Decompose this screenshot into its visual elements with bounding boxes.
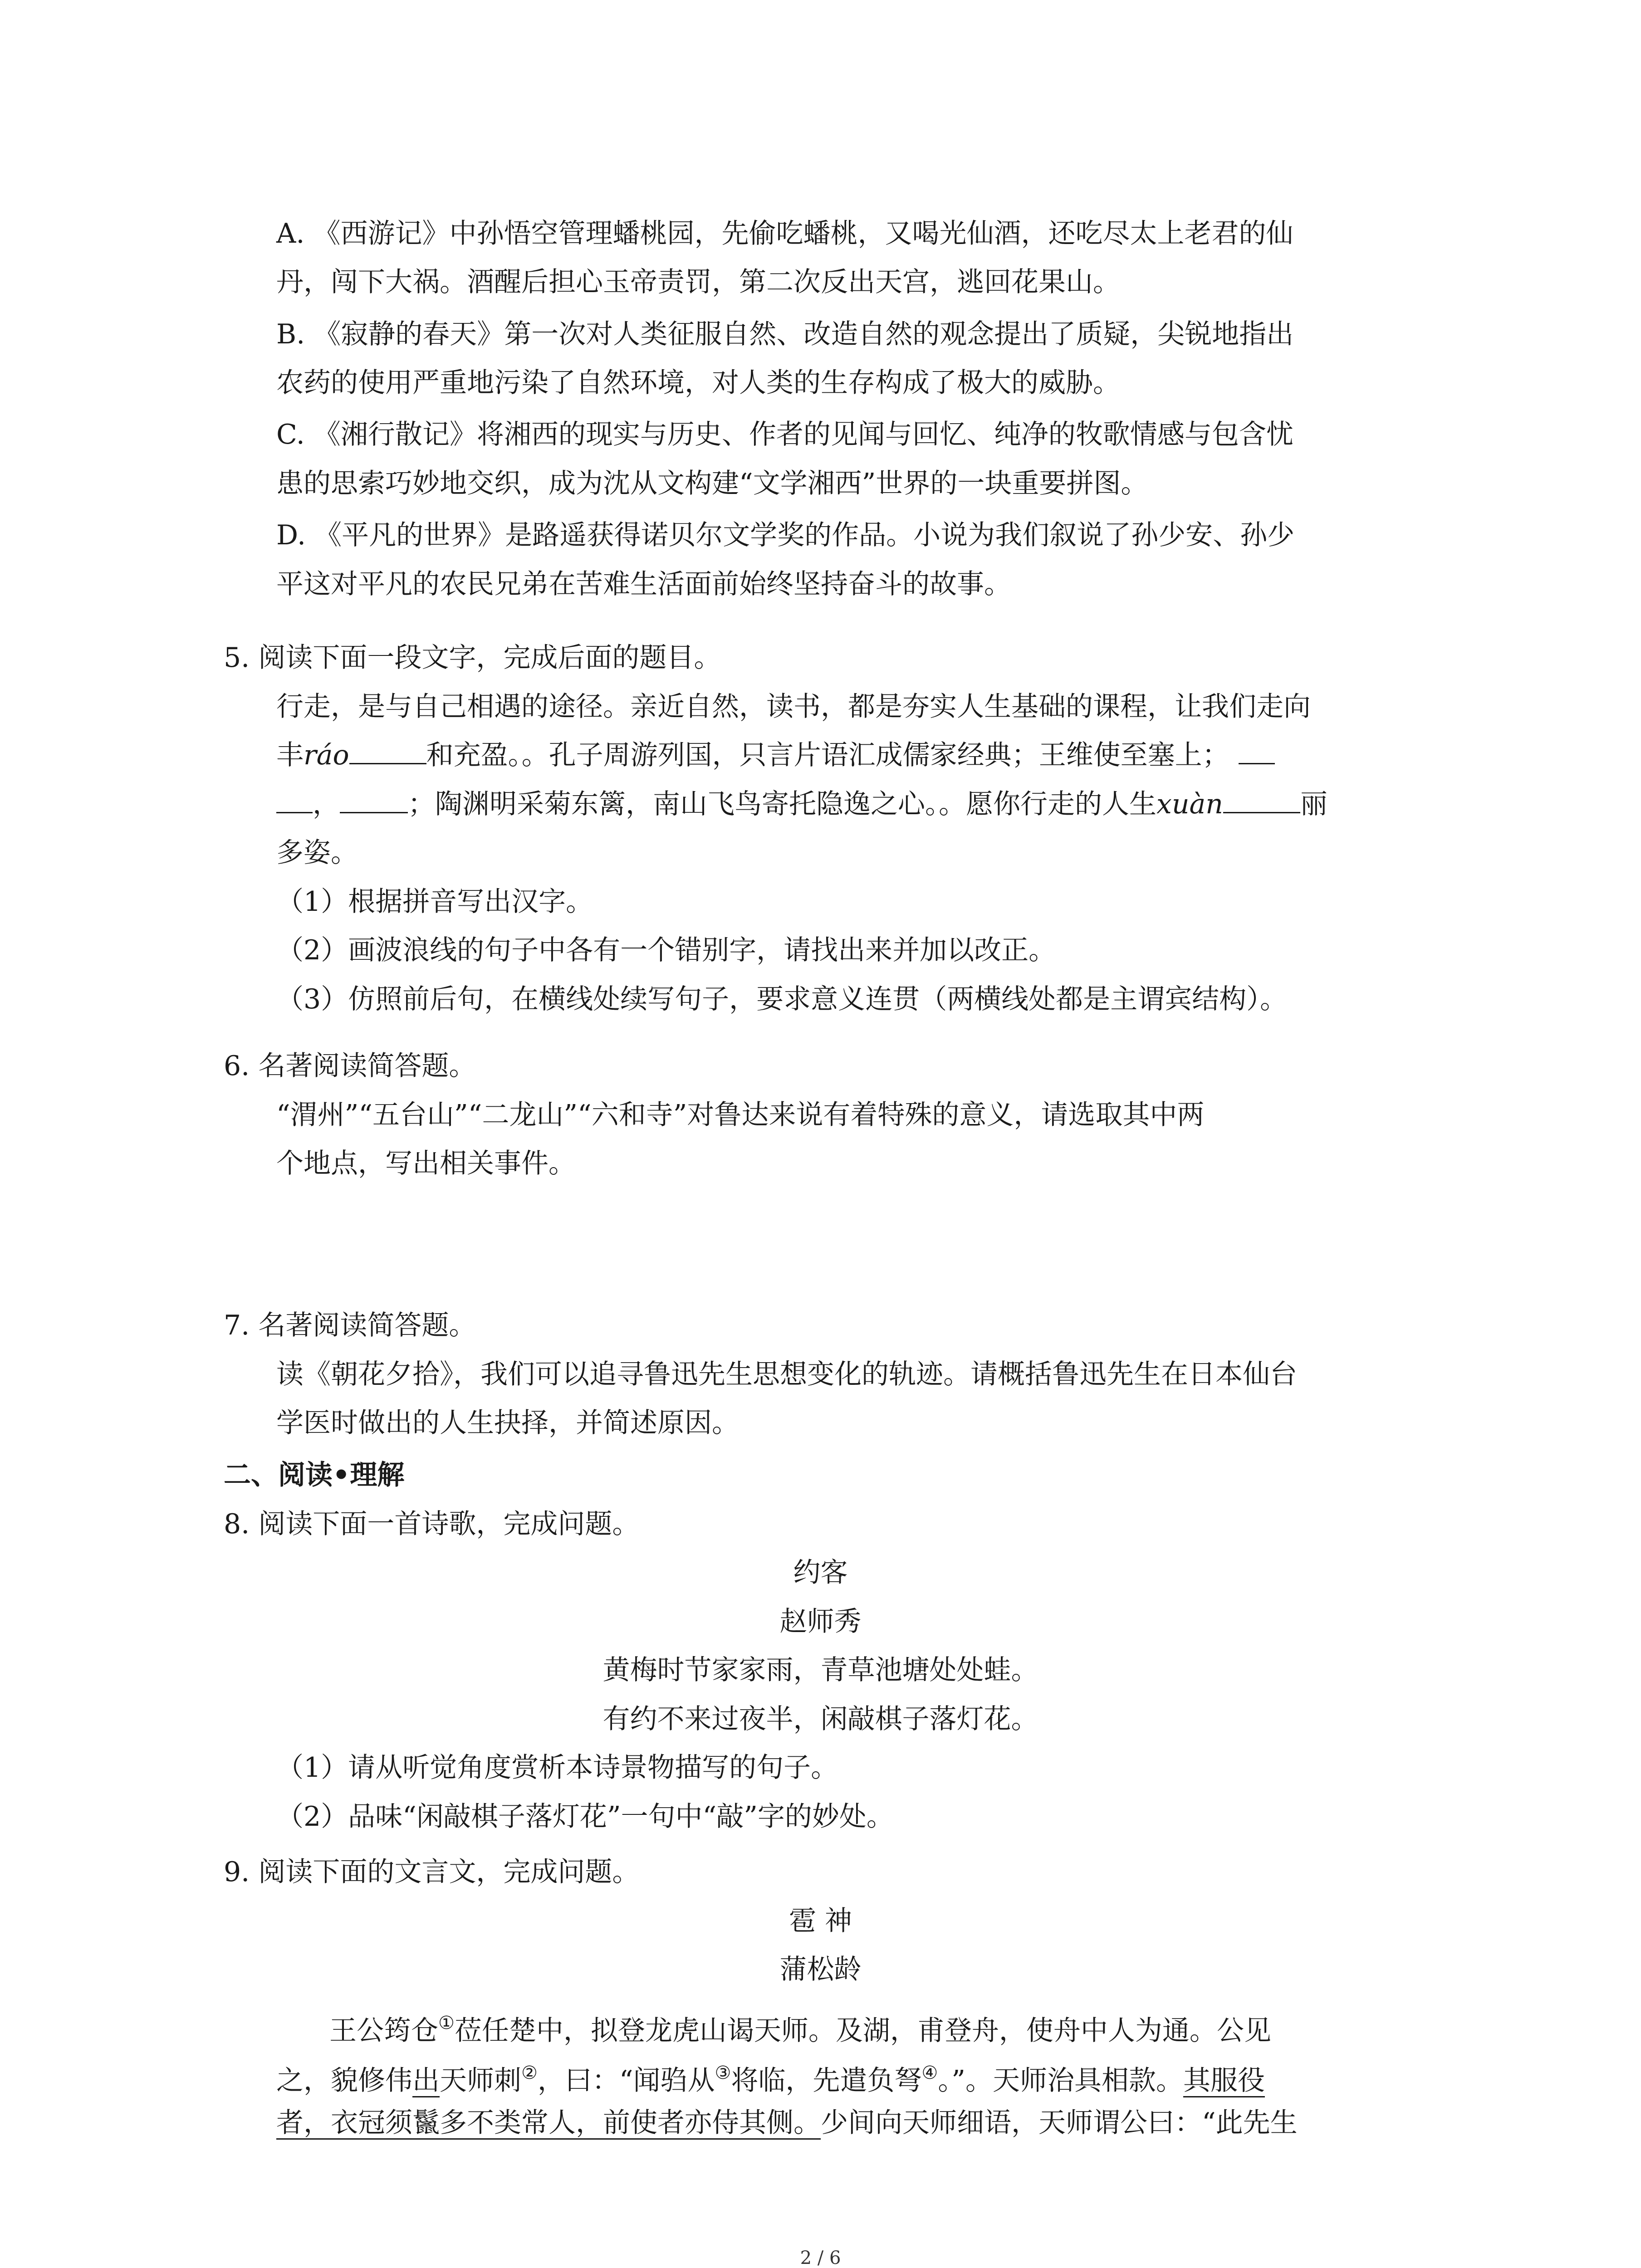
q8-heading: 8. 阅读下面一首诗歌，完成问题。 xyxy=(224,1508,640,1540)
classical-text-title: 雹 神 xyxy=(789,1905,852,1937)
q6-heading: 6. 名著阅读简答题。 xyxy=(224,1050,476,1082)
q5-text-line2-end: 和充盈。。孔子周游列国，只言片语汇成儒家经典；王维使至塞上； xyxy=(426,739,1230,771)
blank-sentence-2[interactable] xyxy=(340,787,408,813)
q4-option-d-line1: D. 《平凡的世界》是路遥获得诺贝尔文学奖的作品。小说为我们叙说了孙少安、孙少 xyxy=(276,519,1295,551)
blank-sentence-1b[interactable] xyxy=(276,787,313,813)
q4-option-b-line1: B. 《寂静的春天》第一次对人类征服自然、改造自然的观念提出了质疑，尖锐地指出 xyxy=(276,318,1294,350)
q5-text-line3-mid: ；陶渊明采菊东篱，南山飞鸟寄托隐逸之心。。愿你行走的人生 xyxy=(408,788,1156,820)
q6-text-line2: 个地点，写出相关事件。 xyxy=(276,1148,576,1179)
footnote-marker-3: ③ xyxy=(715,2063,731,2083)
q4-option-b-line2: 农药的使用严重地污染了自然环境，对人类的生存构成了极大的威胁。 xyxy=(276,367,1120,399)
q5-heading: 5. 阅读下面一段文字，完成后面的题目。 xyxy=(224,642,721,674)
q5-text-line2-start: 丰 xyxy=(276,739,304,771)
page-number: 2 / 6 xyxy=(800,2248,841,2268)
q5-text-line3-end: 丽 xyxy=(1300,788,1327,820)
classical-text-line3 xyxy=(276,2105,1298,2141)
q7-heading: 7. 名著阅读简答题。 xyxy=(224,1310,476,1341)
q5-subquestion-3: （3）仿照前后句，在横线处续写句子，要求意义连贯（两横线处都是主谓宾结构）。 xyxy=(276,983,1288,1015)
poem-verse-1: 黄梅时节家家雨，青草池塘处处蛙。 xyxy=(603,1654,1038,1686)
q5-text-line4: 多姿。 xyxy=(276,837,358,869)
classical-text-line1-start: 王公筠仓 xyxy=(329,2015,438,2047)
q4-option-a-line2: 丹，闯下大祸。酒醒后担心玉帝责罚，第二次反出天宫，逃回花果山。 xyxy=(276,266,1120,298)
footnote-marker-4: ④ xyxy=(921,2063,938,2083)
blank-xuan[interactable] xyxy=(1223,787,1300,813)
classical-text-line1-end: 莅任楚中，拟登龙虎山谒天师。及湖，甫登舟，使舟中人为通。公见 xyxy=(454,2015,1271,2047)
q8-subquestion-1: （1）请从听觉角度赏析本诗景物描写的句子。 xyxy=(276,1752,838,1784)
classical-text-line3-end: 少间向天师细语，天师谓公曰：“此先生 xyxy=(821,2107,1298,2139)
underlined-sentence-start: 其服役 xyxy=(1183,2065,1265,2097)
poem-title: 约客 xyxy=(793,1557,848,1589)
blank-rao[interactable] xyxy=(349,738,426,764)
q8-subquestion-2: （2）品味“闲敲棋子落灯花”一句中“敲”字的妙处。 xyxy=(276,1801,894,1833)
classical-text-seg-b: 天师刺 xyxy=(440,2065,521,2097)
classical-text-line2 xyxy=(276,2055,1265,2099)
footnote-marker-1: ① xyxy=(438,2013,455,2033)
q5-text-line2 xyxy=(276,737,1275,773)
q4-option-a-line1: A. 《西游记》中孙悟空管理蟠桃园，先偷吃蟠桃，又喝光仙酒，还吃尽太上老君的仙 xyxy=(276,218,1293,249)
underlined-sentence-end: 者，衣冠须鬣多不类常人，前使者亦侍其侧。 xyxy=(276,2107,821,2139)
blank-sentence-1a[interactable] xyxy=(1239,738,1275,764)
poem-verse-2: 有约不来过夜半，闲敲棋子落灯花。 xyxy=(603,1703,1038,1735)
q5-subquestion-2: （2）画波浪线的句子中各有一个错别字，请找出来并加以改正。 xyxy=(276,934,1056,966)
q7-text-line1: 读《朝花夕拾》，我们可以追寻鲁迅先生思想变化的轨迹。请概括鲁迅先生在日本仙台 xyxy=(276,1359,1297,1390)
pinyin-rao: ráo xyxy=(304,739,349,771)
poem-author: 赵师秀 xyxy=(779,1606,862,1637)
classical-text-seg-e: 。”。天师治具相款。 xyxy=(938,2065,1183,2097)
section-heading-reading: 二、阅读•理解 xyxy=(224,1459,405,1491)
q5-comma: ， xyxy=(313,788,340,820)
classical-text-seg-c: ，曰：“闻驺从 xyxy=(537,2065,715,2097)
classical-text-author: 蒲松龄 xyxy=(779,1954,862,1985)
q7-text-line2: 学医时做出的人生抉择，并简述原因。 xyxy=(276,1407,739,1439)
pinyin-xuan: xuàn xyxy=(1156,788,1223,820)
classical-text-line1 xyxy=(329,2005,1271,2049)
q6-text-line1: “渭州”“五台山”“二龙山”“六和寺”对鲁达来说有着特殊的意义，请选取其中两 xyxy=(276,1099,1205,1131)
q4-option-c-line1: C. 《湘行散记》将湘西的现实与历史、作者的见闻与回忆、纯净的牧歌情感与包含忧 xyxy=(276,419,1293,450)
q9-heading: 9. 阅读下面的文言文，完成问题。 xyxy=(224,1856,640,1888)
q4-option-d-line2: 平这对平凡的农民兄弟在苦难生活面前始终坚持奋斗的故事。 xyxy=(276,568,1011,600)
q5-text-line3 xyxy=(276,786,1327,822)
q4-option-c-line2: 患的思索巧妙地交织，成为沈从文构建“文学湘西”世界的一块重要拼图。 xyxy=(276,468,1148,499)
footnote-marker-2: ② xyxy=(521,2063,538,2083)
classical-text-seg-d: 将临，先遣负弩 xyxy=(731,2065,922,2097)
q5-subquestion-1: （1）根据拼音写出汉字。 xyxy=(276,886,593,918)
classical-text-seg-a: 之，貌修伟 xyxy=(276,2065,412,2097)
q5-text-line1: 行走，是与自己相遇的途径。亲近自然，读书，都是夯实人生基础的课程，让我们走向 xyxy=(276,691,1311,723)
marked-char-chu: 出 xyxy=(412,2065,440,2097)
